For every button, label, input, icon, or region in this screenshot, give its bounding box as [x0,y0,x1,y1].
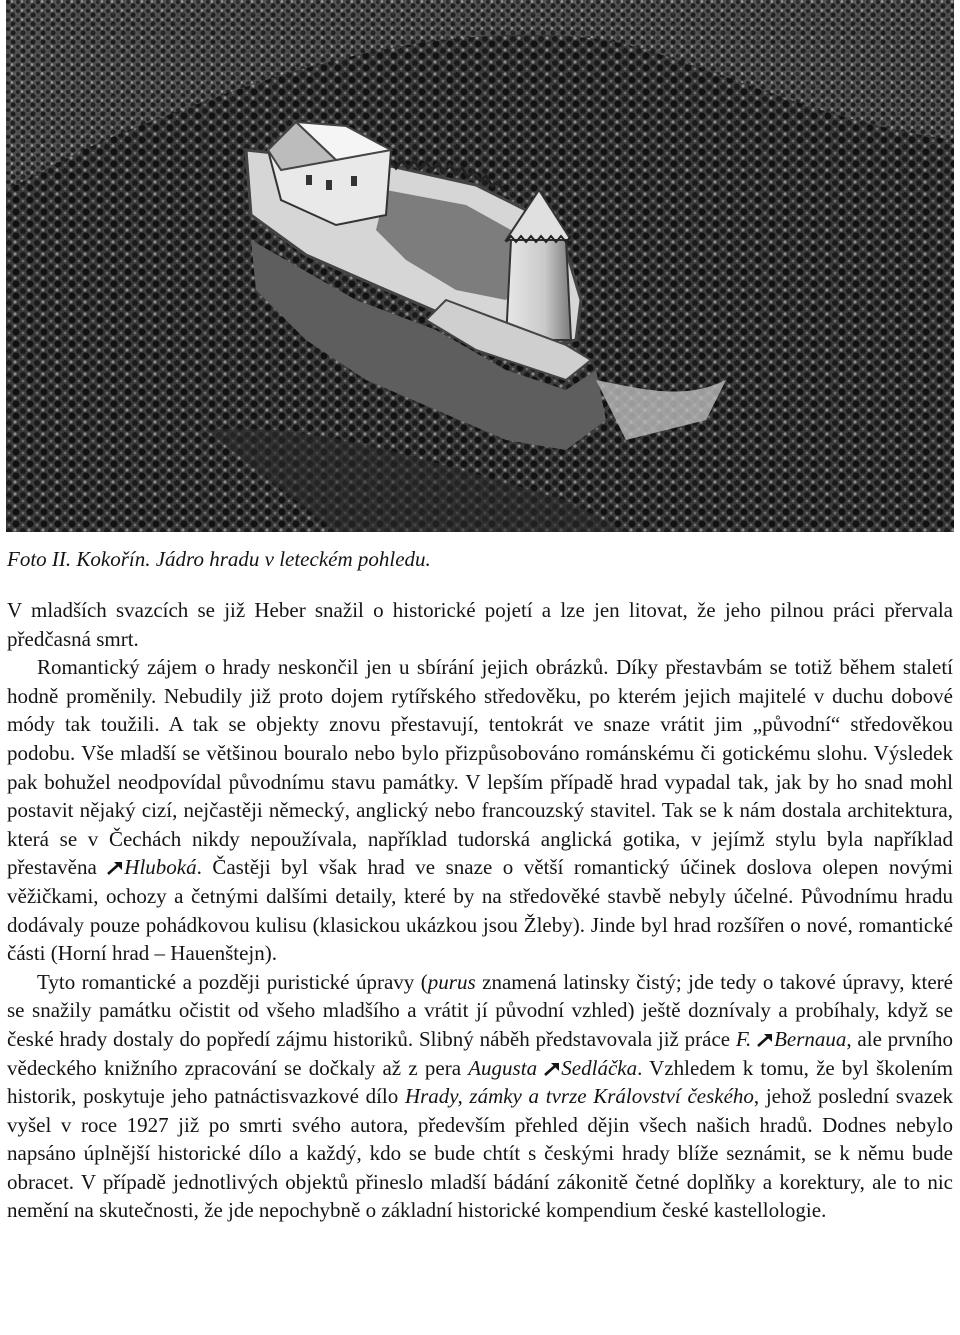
author-first-name: Augusta [468,1055,545,1080]
castle-aerial-photo [6,0,954,532]
paragraph-3-part-a: Tyto romantické a později puristické úpravy ( [37,969,428,994]
link-bernau[interactable]: Bernaua [774,1026,847,1051]
paragraph-2-part-a: Romantický zájem o hrady neskončil jen u sbírání jejich obrázků. Díky přestavbám se totiž během staletí hodně proměnily. Nebudily již proto dojem rytířského středověku, po kterém jejich majitelé v duchu dobové módy tak toužili. A tak se objekty znovu přestavují, tentokrát ve snaze vrátit jim „původní“ středověkou podobu. Vše mladší se většinou bouralo nebo bylo přizpůsobováno románskému či gotickému slohu. Výsledek pak bohužel neodpovídal původnímu stavu památky. V lepším případě hrad vypadal tak, jak by ho snad mohl postavit nějaký cizí, nejčastěji německý, anglický nebo francouzský stavitel. Tak se k nám dostala architektura, která se v Čechách nikdy nepoužívala, například tudorská anglická gotika, v jejímž stylu byla například přestavěna [7,655,953,880]
paragraph-3-part-e: , jehož poslední svazek vyšel v roce 1927 již po smrti svého autora, především přehled dějin všech našich hradů. Dodnes nebylo napsáno úplnější historické dílo a každý, kdo se bude chtít s českými hrady blíže seznámit, se k němu bude obracet. V případě jednotlivých objektů přineslo mladší bádání zákonitě četné doplňky a korektury, ale to nic nemění na skutečnosti, že jde nepochybně o základní historické kompendium české kastellologie. [7,1084,953,1223]
cross-reference-arrow-icon [107,861,123,875]
term-purus: purus [427,969,476,994]
photo-caption: Foto II. Kokořín. Jádro hradu v leteckém pohledu. [7,547,431,571]
cross-reference-arrow-icon [757,1033,773,1047]
cross-reference-arrow-icon [544,1062,560,1076]
link-hluboka[interactable]: Hluboká [124,855,197,880]
paragraph-3-part-b: znamená latinsky čistý; jde tedy o takové úpravy, které se snažily památku očistit od všeho mladšího a vrátit jí původní vzhled) ještě doznívaly a probíhaly, když se české hrady dostaly do popředí zájmu historiků. Slibný náběh představovala již práce [7,969,954,1051]
author-initial: F. [735,1026,758,1051]
body-text [7,596,953,1225]
paragraph-2 [7,653,953,968]
paragraph-3-part-c: , ale prvního vědeckého knižního zpracování se dočkaly až z pera [7,1026,954,1080]
paragraph-2-part-b: . Častěji byl však hrad ve snaze o větší romantický účinek doslova olepen novými věžičkami, ochozy a četnými dalšími detaily, které by na středověké stavbě nebyly účelné. Původnímu hradu dodávaly pouze pohádkovou kulisu (klasickou ukázkou jsou Žleby). Jinde byl hrad rozšířen o nové, romantické části (Horní hrad – Hauenštejn). [7,855,953,966]
link-sedlacek[interactable]: Sedláčka [561,1055,638,1080]
paragraph-1: V mladších svazcích se již Heber snažil o historické pojetí a lze jen litovat, že jeho pilnou práci přervala předčasná smrt. [7,598,953,651]
paragraph-3 [7,968,953,1225]
paragraph-3-part-d: . Vzhledem k tomu, že byl školením historik, poskytuje jeho patnáctisvazkové dílo [7,1055,953,1109]
book-title: Hrady, zámky a tvrze Království českého [404,1084,754,1109]
